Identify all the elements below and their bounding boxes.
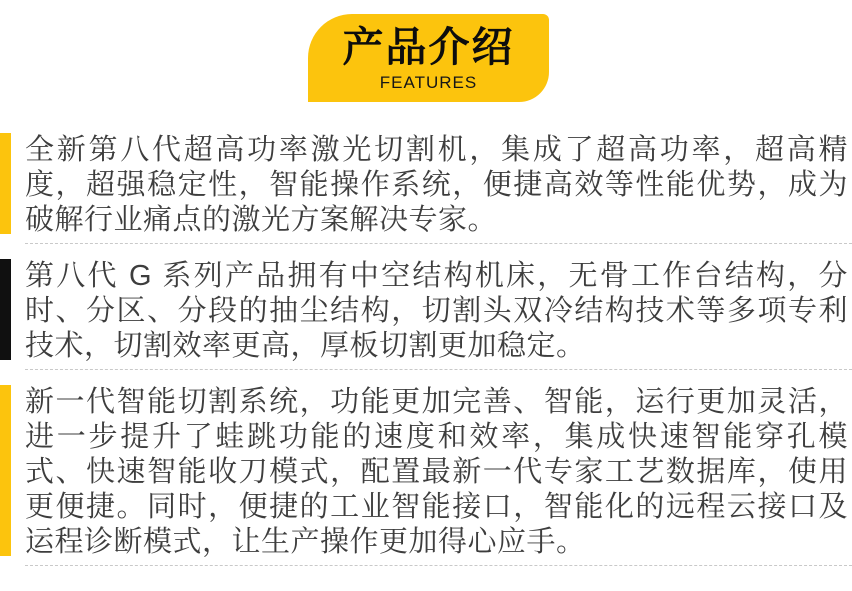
accent-bar <box>0 133 11 234</box>
feature-section-2 <box>0 259 852 364</box>
feature-section-3 <box>0 385 852 560</box>
feature-paragraph-text: 新一代智能切割系统，功能更加完善、智能，运行更加灵活，进一步提升了蛙跳功能的速度和效率，集成快速智能穿孔模式、快速智能收刀模式，配置最新一代专家工艺数据库，使用更便捷。同时，便捷的工业智能接口，智能化的远程云接口及运程诊断模式，让生产操作更加得心应手。 <box>25 386 848 558</box>
dashed-divider <box>25 369 852 370</box>
feature-paragraphs <box>0 133 852 581</box>
accent-bar <box>0 259 11 360</box>
features-header-badge <box>308 14 549 102</box>
feature-section-1 <box>0 133 852 238</box>
page-subtitle: FEATURES <box>379 73 478 93</box>
feature-paragraph-text: 第八代 G 系列产品拥有中空结构机床，无骨工作台结构，分时、分区、分段的抽尘结构，切割头双冷结构技术等多项专利技术，切割效率更高，厚板切割更加稳定。 <box>25 260 848 362</box>
dashed-divider <box>25 243 852 244</box>
feature-paragraph-text: 全新第八代超高功率激光切割机，集成了超高功率，超高精度，超强稳定性，智能操作系统，便捷高效等性能优势，成为破解行业痛点的激光方案解决专家。 <box>25 134 848 236</box>
accent-bar <box>0 385 11 556</box>
dashed-divider <box>25 565 852 566</box>
page-title: 产品介绍 <box>342 23 515 70</box>
